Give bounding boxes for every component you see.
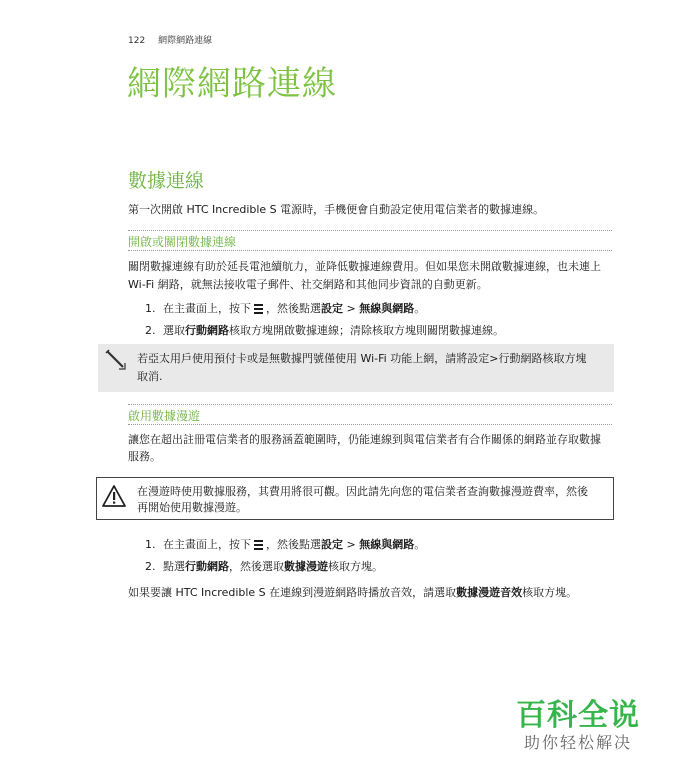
pencil-icon xyxy=(104,348,128,372)
step-item: 2. 選取行動網路核取方塊開啟數據連線；清除核取方塊則關閉數據連線。 xyxy=(145,324,504,337)
warning-text: 在漫遊時使用數據服務，其費用將很可觀。因此請先向您的電信業者查詢數據漫遊費率，然後 xyxy=(137,485,588,498)
watermark-logo-text: 百科全说 xyxy=(516,698,640,733)
paragraph-line: 關閉數據連線有助於延長電池續航力，並降低數據連線費用。但如果您未開啟數據連線，也未連上 xyxy=(128,260,601,273)
running-title: 網際網路連線 xyxy=(158,36,213,46)
note-text: 取消. xyxy=(137,370,163,383)
note-text: 若亞太用戶使用預付卡或是無數據門號僅使用 Wi-Fi 功能上網，請將設定>行動網路核取方塊 xyxy=(137,352,587,365)
divider xyxy=(128,230,612,231)
warning-text: 再開始使用數據漫遊。 xyxy=(137,501,247,514)
step-item: 2. 點選行動網路，然後選取數據漫遊核取方塊。 xyxy=(145,560,383,573)
section-title: 數據連線 xyxy=(128,170,205,192)
watermark-tagline: 助你轻松解决 xyxy=(524,733,633,752)
final-paragraph: 如果要讓 HTC Incredible S 在連線到漫遊網路時播放音效，請選取數據漫遊音效核取方塊。 xyxy=(128,586,578,599)
chapter-title: 網際網路連線 xyxy=(127,64,337,104)
step-item: 1. 在主畫面上，按下 ，然後點選設定 > 無線與網路。 xyxy=(145,538,426,551)
paragraph-line: 服務。 xyxy=(128,450,161,463)
paragraph-line: Wi-Fi 網路，就無法接收電子郵件、社交網路和其他同步資訊的自動更新。 xyxy=(128,278,488,291)
subsection-title-toggle-data: 開啟或關閉數據連線 xyxy=(128,235,237,249)
menu-icon xyxy=(254,538,263,552)
divider xyxy=(128,404,612,405)
step-item: 1. 在主畫面上，按下 ，然後點選設定 > 無線與網路。 xyxy=(145,302,426,315)
paragraph-line: 讓您在超出註冊電信業者的服務涵蓋範圍時，仍能連線到與電信業者有合作關係的網路並存取數據 xyxy=(128,433,601,446)
divider xyxy=(128,424,612,425)
divider xyxy=(128,250,612,251)
subsection-title-roaming: 啟用數據漫遊 xyxy=(128,409,201,423)
warning-icon xyxy=(101,484,127,508)
menu-icon xyxy=(254,302,263,316)
running-header xyxy=(128,33,212,46)
page-number: 122 xyxy=(128,36,146,46)
section-intro: 第一次開啟 HTC Incredible S 電源時，手機便會自動設定使用電信業者的數據連線。 xyxy=(128,203,545,216)
